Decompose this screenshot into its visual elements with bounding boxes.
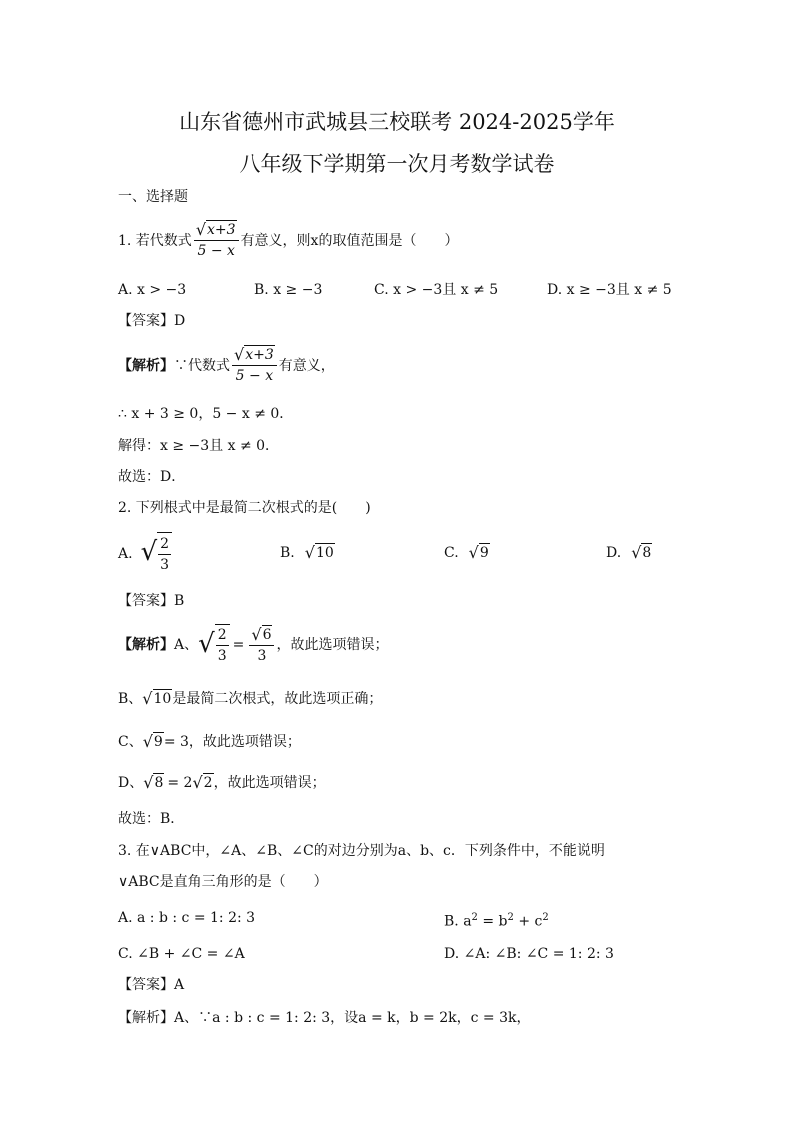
q2-analysis-c-tail: = 3，故此选项错误； [163, 734, 301, 750]
q1-analysis-text-a: ∵代数式 [174, 357, 230, 374]
q3-option-b-b: = b [477, 913, 508, 930]
q3-option-a: A. a : b : c = 1: 2: 3 [118, 910, 256, 926]
question-3-stem-line2: ∨ABC是直角三角形的是（ ） [118, 874, 328, 890]
q2-analysis-c-prefix: C、 [118, 734, 143, 750]
q2-analysis-a-prefix: A、 [174, 637, 199, 653]
q1-answer: 【答案】D [118, 313, 186, 329]
q2-analysis-label: 【解析】 [118, 637, 174, 653]
q2-option-d: D. √ 8 [606, 543, 652, 562]
q2-analysis-a: 【解析】 A、 √ $\frac{2}{3}$ = √ 6 3 ，故此选项错误； [118, 624, 389, 664]
q1-option-b: B. x ≥ −3 [254, 282, 323, 298]
q3-option-c: C. ∠B + ∠C = ∠A [118, 946, 245, 962]
q2-analysis-b-tail: 是最简二次根式，故此选项正确； [172, 691, 383, 707]
q2-analysis-a-result-num: 6 [262, 626, 272, 643]
exam-title-line1: 山东省德州市武城县三校联考 2024-2025学年 [179, 110, 615, 134]
q1-analysis-numerator: x+3 [245, 347, 274, 363]
q1-analysis [118, 345, 335, 386]
q2-analysis-d-value2: 2 [203, 775, 213, 791]
q3-option-b-exp3: 2 [542, 912, 549, 923]
q2-analysis-d-tail: ，故此选项错误； [213, 775, 326, 791]
q2-analysis-b-value: 10 [153, 691, 172, 707]
section-heading: 一、选择题 [118, 189, 188, 205]
q2-option-d-value: 8 [642, 545, 652, 561]
q1-step-2: 解得：x ≥ −3且 x ≠ 0． [118, 438, 280, 454]
exam-title-line2: 八年级下学期第一次月考数学试卷 [239, 152, 555, 176]
q2-analysis-b: B、 √ 10 是最简二次根式，故此选项正确； [118, 689, 383, 708]
q2-analysis-d-mid: = 2 [167, 775, 193, 791]
q2-option-a-num: 2 [158, 534, 171, 555]
q1-prefix: 1. 若代数式 [118, 232, 192, 249]
q2-analysis-a-tail: ，故此选项错误； [276, 637, 389, 653]
q1-option-a: A. x > −3 [118, 282, 187, 298]
q2-analysis-c: C、 √ 9 = 3，故此选项错误； [118, 732, 301, 751]
q2-option-b-value: 10 [315, 545, 334, 561]
q1-analysis-label: 【解析】 [118, 357, 174, 374]
q1-option-d: D. x ≥ −3且 x ≠ 5 [547, 282, 672, 298]
q1-fraction: √ x+3 5 − x [194, 220, 239, 261]
q2-answer: 【答案】B [118, 593, 185, 609]
q1-suffix: 有意义，则x的取值范围是（ ） [240, 232, 459, 249]
q1-denominator: 5 − x [197, 243, 235, 259]
q1-option-c: C. x > −3且 x ≠ 5 [374, 282, 499, 298]
q2-analysis-d-prefix: D、 [118, 775, 144, 791]
q2-option-c: C. √ 9 [444, 543, 489, 562]
q2-option-c-value: 9 [479, 545, 489, 561]
question-1-stem [118, 220, 458, 261]
q1-step-3: 故选：D． [118, 469, 186, 485]
q2-analysis-c-value: 9 [153, 734, 163, 750]
q2-option-a [118, 532, 172, 575]
q1-analysis-denominator: 5 − x [235, 368, 274, 384]
question-2-stem: 2. 下列根式中是最简二次根式的是( ) [118, 500, 371, 516]
q1-numerator: x+3 [207, 222, 236, 238]
q1-analysis-text-b: 有意义， [278, 357, 335, 374]
q2-option-d-label: D. [606, 545, 622, 561]
question-3-stem-line1: 3. 在∨ABC中，∠A、∠B、∠C的对边分别为a、b、c．下列条件中，不能说明 [118, 843, 605, 859]
q2-option-a-den: 3 [160, 557, 170, 573]
q2-option-b-label: B. [280, 545, 295, 561]
q1-analysis-fraction: √ x+3 5 − x [232, 345, 277, 386]
q2-analysis-a-num: 2 [216, 625, 229, 646]
q2-option-c-label: C. [444, 545, 459, 561]
q2-analysis-b-prefix: B、 [118, 691, 143, 707]
q3-answer: 【答案】A [118, 977, 185, 993]
q3-option-b [444, 908, 549, 932]
q2-analysis-a-result-den: 3 [257, 647, 267, 664]
q2-analysis-a-equals: = [232, 637, 245, 653]
q2-option-a-radical: √ $\frac{2}{3}$ [141, 532, 173, 575]
q3-option-b-exp1: 2 [471, 912, 478, 923]
q2-final: 故选：B． [118, 811, 185, 827]
q3-option-b-c: + c [513, 913, 543, 930]
q2-option-a-label: A. [118, 545, 133, 562]
q3-option-b-a: B. a [444, 913, 472, 930]
q1-step-1: ∴ x + 3 ≥ 0，5 − x ≠ 0． [118, 406, 294, 422]
q2-analysis-d-value: 8 [154, 775, 164, 791]
q3-analysis: 【解析】A、∵a : b : c = 1: 2: 3，设a = k，b = 2k，c = 3k， [118, 1010, 531, 1026]
q3-option-b-exp2: 2 [507, 912, 514, 923]
q2-analysis-a-den: 3 [217, 648, 227, 664]
q2-option-b: B. √ 10 [280, 543, 334, 562]
q3-option-d: D. ∠A: ∠B: ∠C = 1: 2: 3 [444, 946, 614, 962]
q2-analysis-d: D、 √ 8 = 2 √ 2 ，故此选项错误； [118, 773, 326, 792]
